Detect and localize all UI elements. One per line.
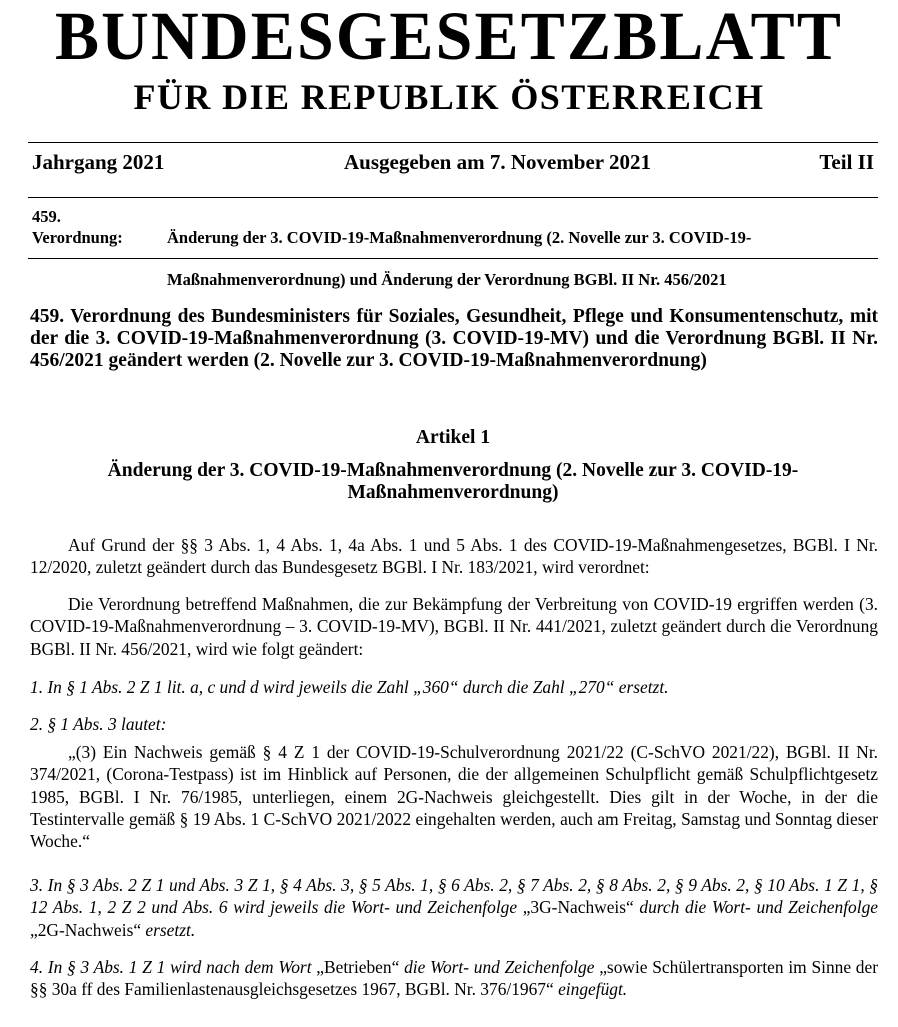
masthead-title: BUNDESGESETZBLATT	[54, 0, 844, 75]
article-subheading-line1: Änderung der 3. COVID-19-Maßnahmenverordnung (2. Novelle zur 3. COVID-19-	[107, 460, 799, 481]
regulation-title: 459. Verordnung des Bundesministers für Soziales, Gesundheit, Pflege und Konsumentenschutz, mit der die 3. COVID-19-Maßnahmenverordnung (3. COVID-19-MV) und die Verordnung BGBl. II Nr. 456/2021 geändert werden (2. Novelle zur 3. COVID-19-Maßnahmenverordnung)	[30, 306, 878, 371]
issue-part: Teil II	[819, 150, 874, 174]
divider-middle	[28, 197, 878, 198]
amendment-4-quote-word: „Betrieben“	[316, 957, 400, 977]
divider-top	[28, 142, 878, 143]
amendment-4	[30, 956, 878, 1001]
amendment-1: 1. In § 1 Abs. 2 Z 1 lit. a, c und d wird jeweils die Zahl „360“ durch die Zahl „270“ ersetzt.	[30, 677, 669, 697]
amendment-3-text-2: durch die Wort- und Zeichenfolge	[633, 897, 878, 918]
toc-number: 459.	[32, 207, 61, 226]
article-subheading-line2: Maßnahmenverordnung)	[347, 482, 559, 503]
intro-paragraph: Die Verordnung betreffend Maßnahmen, die zur Bekämpfung der Verbreitung von COVID-19 ergriffen werden (3. COVID-19-Maßnahmenverordnung – 3. COVID-19-MV), BGBl. II Nr. 441/2021, zuletzt geändert durch die Verordnung BGBl. II Nr. 456/2021, wird wie folgt geändert:	[30, 594, 878, 659]
amendment-3-quote-old: „3G-Nachweis“	[522, 897, 634, 918]
amendment-3-text-1: 3. In § 3 Abs. 2 Z 1 und Abs. 3 Z 1, § 4 Abs. 3, § 5 Abs. 1, § 6 Abs. 2, § 7 Abs. 2, § 8 Abs. 2, § 9 Abs. 2, § 10 Abs. 1 Z 1, § 12 Abs. 1, 2 Z 2 und Abs. 6 wird jeweils die Wort- und Zeichenfolge	[30, 875, 878, 918]
issue-date: Ausgegeben am 7. November 2021	[344, 150, 652, 174]
amendment-4-quote-insert: „sowie Schülertransporten im Sinne der §§ 30a ff des Familienlastenausgleichsgesetzes 1967, BGBl. Nr. 376/1967“	[30, 957, 879, 1000]
divider-bottom	[28, 258, 878, 259]
toc-entry-number	[32, 206, 162, 248]
amendment-2-quoted-text: „(3) Ein Nachweis gemäß § 4 Z 1 der COVID-19-Schulverordnung 2021/22 (C-SchVO 2021/22), BGBl. II Nr. 374/2021, (Corona-Testpass) ist im Hinblick auf Personen, die der allgemeinen Schulpflicht gemäß Schulpflichtgesetz 1985, BGBl. I Nr. 76/1985, unterliegen, einem 2G-Nachweis gleichgestellt. Dies gilt in der Woche, in der die Testintervalle gemäß § 19 Abs. 1 C-SchVO 2021/2022 eingehalten werden, auch am Freitag, Samstag und Sonntag dieser Woche.“	[30, 742, 878, 852]
amendment-3	[30, 874, 878, 941]
preamble-paragraph: Auf Grund der §§ 3 Abs. 1, 4 Abs. 1, 4a Abs. 1 und 5 Abs. 1 des COVID-19-Maßnahmengesetzes, BGBl. I Nr. 12/2020, zuletzt geändert durch das Bundesgesetz BGBl. I Nr. 183/2021, wird verordnet:	[30, 535, 878, 578]
amendment-4-text-3: eingefügt.	[553, 979, 628, 1000]
amendment-3-text-3: ersetzt.	[141, 919, 196, 940]
toc-title-line2: Maßnahmenverordnung) und Änderung der Verordnung BGBl. II Nr. 456/2021	[167, 270, 727, 289]
masthead-subtitle: FÜR DIE REPUBLIK ÖSTERREICH	[133, 77, 765, 117]
amendment-4-text-1: 4. In § 3 Abs. 1 Z 1 wird nach dem Wort	[30, 957, 317, 977]
issue-year: Jahrgang 2021	[32, 150, 165, 174]
article-heading: Artikel 1	[415, 427, 491, 448]
toc-title-line1: Änderung der 3. COVID-19-Maßnahmenverordnung (2. Novelle zur 3. COVID-19-	[167, 228, 752, 247]
amendment-4-text-2: die Wort- und Zeichenfolge	[399, 957, 600, 977]
toc-type: Verordnung:	[32, 228, 123, 247]
amendment-2-heading: 2. § 1 Abs. 3 lautet:	[30, 714, 167, 734]
amendment-3-quote-new: „2G-Nachweis“	[30, 919, 142, 940]
